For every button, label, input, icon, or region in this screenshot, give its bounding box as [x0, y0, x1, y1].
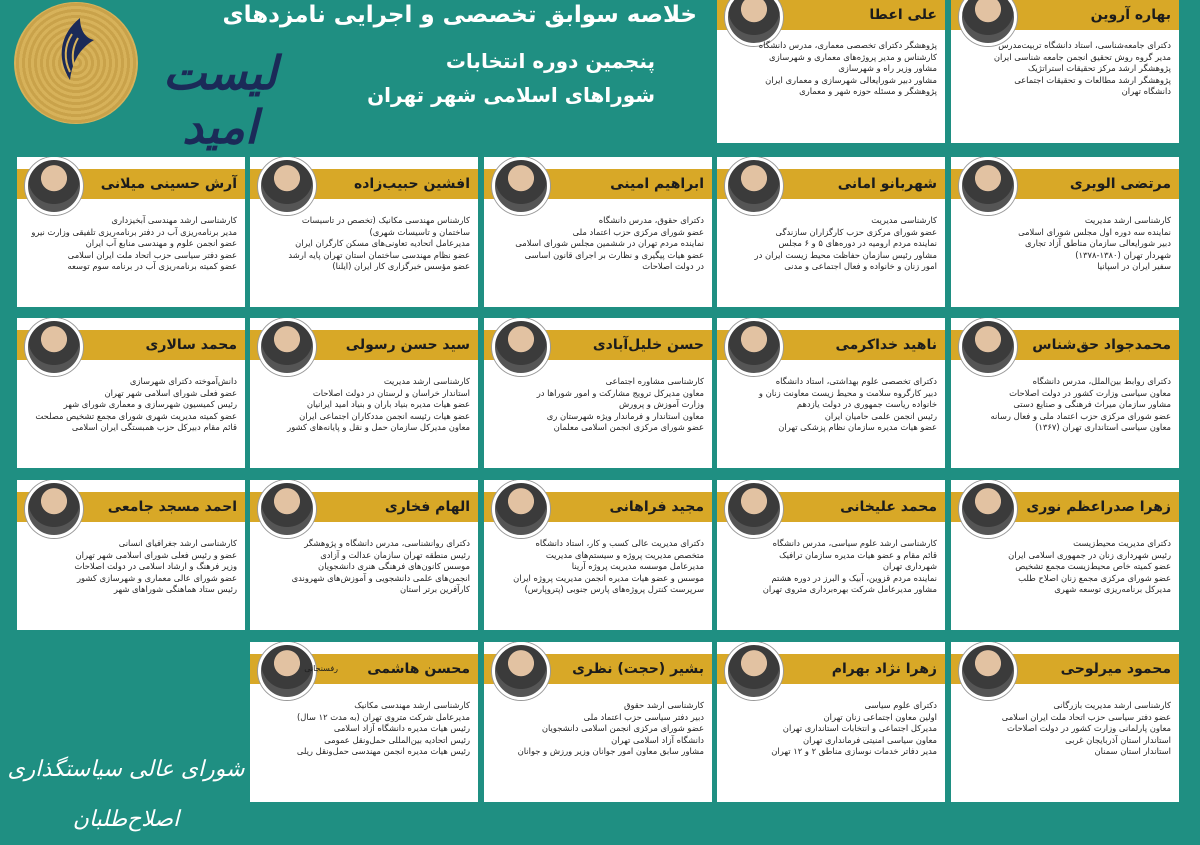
- candidate-bio: [725, 215, 937, 273]
- candidate-bio: [492, 538, 704, 596]
- candidate-name: محسن هاشمی: [367, 661, 470, 677]
- candidate-name: مرتضی الویری: [1069, 176, 1171, 192]
- candidate-photo: [725, 157, 783, 215]
- bio-line: اولین معاون اجتماعی زنان تهران: [823, 711, 937, 722]
- bio-line: عضو شورای مرکزی انجمن اسلامی دانشجویان: [541, 723, 704, 733]
- bio-line: سرپرست کنترل پروژه‌های پارس جنوبی (پتروپارس): [524, 584, 704, 594]
- candidate-name: محمدجواد حق‌شناس: [1032, 337, 1171, 353]
- candidate-name: محمد سالاری: [145, 337, 237, 353]
- candidate-name: ناهید خداکرمی: [835, 337, 937, 353]
- candidate-bio: [959, 700, 1171, 758]
- bio-line: مشاور مدیرعامل شرکت بهره‌برداری متروی تهران: [762, 584, 937, 594]
- bio-line: پژوهشگر ارشد مرکز تحقیقات استراتژیک: [1027, 63, 1171, 73]
- bio-line: عضو شورای مرکزی مجمع زنان اصلاح طلب: [1018, 572, 1171, 583]
- candidate-card: [17, 480, 245, 630]
- candidate-bio: [959, 376, 1171, 434]
- candidate-name: شهربانو امانی: [837, 176, 937, 192]
- bio-line: کارشناس مهندسی مکانیک (تخصص در تاسیسات: [301, 215, 470, 225]
- candidate-bio: [258, 538, 470, 596]
- bio-line: معاون سیاسی وزارت کشور در دولت اصلاحات: [1009, 387, 1171, 398]
- candidate-photo: [492, 157, 550, 215]
- bio-line: مشاور سازمان میراث فرهنگی و صنایع دستی: [1013, 399, 1171, 409]
- bio-line: شهردار تهران (۱۳۸۰-۱۳۷۸): [1075, 249, 1171, 260]
- candidate-card: [951, 0, 1179, 143]
- candidate-photo: [492, 480, 550, 538]
- bio-line: موسس و عضو هیات مدیره انجمن مدیریت پروژه ایران: [513, 572, 704, 583]
- bio-line: عضو شورای مرکزی حزب اعتماد ملی و فعال رسانه: [990, 410, 1171, 421]
- subtitle-line-1: پنجمین دوره انتخابات: [445, 49, 655, 73]
- bio-line: عضو هیات مدیره سازمان نظام پزشکی تهران: [778, 422, 937, 432]
- candidate-card: [484, 480, 712, 630]
- bio-line: مشاور سابق معاون امور جوانان وزیر ورزش و جوانان: [517, 746, 704, 756]
- bio-line: پژوهشگر و مسئله حوزه شهر و معماری: [799, 86, 937, 96]
- bio-line: دکترای مدیریت محیط‌زیست: [1073, 538, 1171, 548]
- candidate-photo: [25, 480, 83, 538]
- bio-line: عضو کمیته خاص محیط‌زیست مجمع تشخیص: [1015, 561, 1171, 571]
- bio-line: کارشناسی ارشد مهندسی مکانیک: [354, 700, 470, 710]
- bio-line: کارشناسی مدیریت: [871, 215, 937, 225]
- candidate-bio: [25, 215, 237, 273]
- page-title: خلاصه سوابق تخصصی و اجرایی نامزدهای: [222, 2, 697, 28]
- candidate-bio: [959, 215, 1171, 273]
- candidate-name: آرش حسینی میلانی: [100, 176, 237, 192]
- candidate-bio: [492, 376, 704, 434]
- bio-line: رئیس ستاد هماهنگی شوراهای شهر: [113, 584, 237, 594]
- bio-line: دکترای جامعه‌شناسی، استاد دانشگاه تربیت‌مدرس: [998, 40, 1171, 50]
- bio-line: مشاور رئیس سازمان حفاظت محیط زیست ایران در: [754, 249, 937, 260]
- bio-line: رئیس انجمن علمی حامیان ایران: [824, 410, 937, 421]
- bio-line: دبیر شورایعالی سازمان مناطق آزاد تجاری: [1024, 238, 1171, 248]
- candidate-photo: [959, 480, 1017, 538]
- bio-line: پژوهشگر ارشد مطالعات و تحقیقات اجتماعی: [1014, 74, 1171, 85]
- bio-line: معاون استاندار و فرماندار ویژه شهرستان ری: [546, 410, 704, 421]
- candidate-card: [250, 480, 478, 630]
- bio-line: عضو شورای مرکزی حزب اعتماد ملی: [572, 226, 704, 237]
- bio-line: مشاور وزیر راه و شهرسازی: [838, 63, 937, 73]
- bio-line: دکترای حقوق، مدرس دانشگاه: [598, 215, 704, 225]
- candidate-card: [250, 157, 478, 307]
- bio-line: استاندار استان آذربایجان غربی: [1065, 734, 1171, 745]
- bio-line: عضو کمیته مدیریت شهری شورای مجمع تشخیص مصلحت: [35, 410, 237, 421]
- candidate-photo: [959, 318, 1017, 376]
- candidate-name-note: رفسنجانی: [304, 664, 338, 673]
- candidate-bio: [725, 40, 937, 98]
- bio-line: وزارت آموزش و پرورش: [618, 399, 704, 409]
- candidate-name: محمد علیخانی: [840, 499, 937, 515]
- bio-line: عضو هیات رئیسه انجمن مددکاران اجتماعی ایران: [299, 410, 470, 421]
- bio-line: دبیر کارگروه سلامت و محیط زیست معاونت زنان و: [758, 387, 937, 398]
- bio-line: عضو و رئیس فعلی شورای اسلامی شهر تهران: [75, 549, 237, 560]
- bio-line: معاون مدیرکل ترویج مشارکت و امور شوراها در: [536, 387, 704, 398]
- bio-line: مدیرعامل اتحادیه تعاونی‌های مسکن کارگران ایران: [295, 238, 470, 248]
- bio-line: دکترای روانشناسی، مدرس دانشگاه و پژوهشگر: [304, 538, 470, 548]
- bio-line: عضو مؤسس خبرگزاری کار ایران (ایلنا): [332, 261, 470, 271]
- bio-line: کارشناسی ارشد مهندسی آبخیزداری: [111, 215, 237, 225]
- candidate-photo: [725, 480, 783, 538]
- bio-line: وزیر فرهنگ و ارشاد اسلامی در دولت اصلاحات: [74, 561, 237, 571]
- bio-line: مدیرکل اجتماعی و انتخابات استانداری تهران: [782, 723, 937, 733]
- candidate-name: مجید فراهانی: [609, 499, 704, 515]
- candidate-bio: [258, 376, 470, 434]
- bio-line: دکترای روابط بین‌الملل، مدرس دانشگاه: [1032, 376, 1171, 386]
- candidate-photo: [25, 318, 83, 376]
- header: [0, 0, 715, 155]
- bio-line: عضو دفتر سیاسی حزب اتحاد ملت ایران اسلامی: [1001, 711, 1171, 722]
- bio-line: عضو نظام مهندسی ساختمان استان تهران پایه ارشد: [288, 249, 470, 260]
- candidate-card: [717, 157, 945, 307]
- bio-line: رئیس هیات مدیره دانشگاه آزاد اسلامی: [333, 723, 470, 733]
- bio-line: دکترای علوم سیاسی: [864, 700, 937, 710]
- bio-line: کارشناسی ارشد حقوق: [623, 700, 704, 710]
- candidate-card: [17, 157, 245, 307]
- bio-line: قائم مقام دبیرکل حزب همبستگی ایران اسلامی: [71, 422, 237, 432]
- candidate-photo: [258, 318, 316, 376]
- candidate-bio: [25, 376, 237, 434]
- bio-line: عضو شورای مرکزی حزب کارگزاران سازندگی: [775, 226, 937, 237]
- candidate-name: محمود میرلوحی: [1060, 661, 1171, 677]
- bio-line: شهرداری تهران: [882, 561, 937, 571]
- candidate-card: [484, 157, 712, 307]
- bio-line: ساختمان و تاسیسات شهری): [369, 226, 470, 237]
- candidate-photo: [492, 642, 550, 700]
- bio-line: عضو هیات پیگیری و نظارت بر اجرای قانون اساسی: [524, 249, 704, 260]
- bio-line: دکترای مدیریت عالی کسب و کار، استاد دانشگاه: [535, 538, 704, 548]
- candidate-bio: [25, 538, 237, 596]
- candidate-photo: [959, 642, 1017, 700]
- feather-logo-icon: [50, 14, 100, 84]
- candidate-name: احمد مسجد جامعی: [107, 499, 237, 515]
- bio-line: قائم مقام و عضو هیات مدیره سازمان ترافیک: [779, 549, 937, 560]
- candidate-photo: [959, 157, 1017, 215]
- candidate-card: [717, 318, 945, 468]
- bio-line: مشاور دبیر شورایعالی شهرسازی و معماری ایران: [765, 74, 937, 85]
- bio-line: استاندار استان سمنان: [1094, 746, 1171, 756]
- bio-line: دانشگاه تهران: [1121, 86, 1171, 96]
- bio-line: دکترای تخصصی علوم بهداشتی، استاد دانشگاه: [775, 376, 937, 386]
- bio-line: خانواده ریاست جمهوری در دولت یازدهم: [796, 399, 937, 409]
- candidate-card: [250, 318, 478, 468]
- bio-line: مدیرعامل موسسه مدیریت پروژه آرینا: [571, 561, 704, 571]
- bio-line: عضو شورای عالی معماری و شهرسازی کشور: [77, 572, 237, 583]
- candidate-card: [717, 480, 945, 630]
- candidate-bio: [492, 700, 704, 758]
- page-subtitle: [255, 44, 655, 112]
- bio-line: کارشناسی مشاوره اجتماعی: [605, 376, 704, 386]
- bio-line: استاندار خراسان و لرستان در دولت اصلاحات: [312, 387, 470, 398]
- bio-line: کارشناسی ارشد مدیریت: [1084, 215, 1171, 225]
- bio-line: عضو انجمن علوم و مهندسی منابع آب ایران: [85, 238, 237, 248]
- candidate-photo: [725, 642, 783, 700]
- bio-line: کارشناس و مدیر پروژه‌های معماری و شهرسازی: [769, 51, 937, 62]
- bio-line: نماینده مردم تهران در ششمین مجلس شورای اسلامی: [515, 238, 704, 248]
- bio-line: مدیر برنامه‌ریزی آب در دفتر برنامه‌ریزی تلفیقی وزارت نیرو: [31, 226, 237, 237]
- bio-line: سفیر ایران در اسپانیا: [1097, 261, 1171, 271]
- bio-line: مدیرعامل شرکت متروی تهران (به مدت ۱۲ سال): [296, 711, 470, 722]
- bio-line: نماینده مردم ارومیه در دوره‌های ۵ و ۶ مجلس: [778, 238, 937, 248]
- bio-line: معاون سیاسی استانداری تهران (۱۳۶۷): [1035, 422, 1171, 432]
- bio-line: رئیس هیات مدیره انجمن مهندسی حمل‌ونقل ریلی: [296, 746, 470, 756]
- bio-line: معاون سیاسی امنیتی فرمانداری تهران: [803, 734, 937, 745]
- candidate-photo: [258, 157, 316, 215]
- bio-line: موسس کانون‌های فرهنگی هنری دانشجویان: [318, 561, 470, 571]
- bio-line: انجمن‌های علمی دانشجویی و آموزش‌های شهروندی: [291, 572, 470, 583]
- candidate-name: علی اعطا: [869, 7, 937, 23]
- bio-line: دبیر دفتر سیاسی حزب اعتماد ملی: [583, 711, 704, 722]
- candidate-card: [484, 318, 712, 468]
- candidate-photo: [725, 318, 783, 376]
- bio-line: رئیس کمیسیون شهرسازی و معماری شورای شهر: [63, 399, 237, 409]
- candidate-photo: [25, 157, 83, 215]
- candidate-card: [951, 642, 1179, 802]
- candidate-bio: [725, 538, 937, 596]
- bio-line: عضو دفتر سیاسی حزب اتحاد ملت ایران اسلامی: [67, 249, 237, 260]
- candidate-bio: [492, 215, 704, 273]
- bio-line: دانش‌آموخته دکترای شهرسازی: [129, 376, 237, 386]
- candidate-card: [17, 318, 245, 468]
- bio-line: متخصص مدیریت پروژه و سیستم‌های مدیریت: [545, 549, 704, 560]
- bio-line: کارشناسی ارشد مدیریت بازرگانی: [1053, 700, 1171, 710]
- candidate-card: [951, 480, 1179, 630]
- subtitle-line-2: شوراهای اسلامی شهر تهران: [367, 83, 655, 107]
- bio-line: عضو کمیته برنامه‌ریزی آب در برنامه سوم توسعه: [67, 261, 237, 271]
- bio-line: عضو هیات مدیره بنیاد باران و بنیاد امید ایرانیان: [306, 399, 470, 409]
- bio-line: کارشناسی ارشد علوم سیاسی، مدرس دانشگاه: [772, 538, 937, 548]
- bio-line: پژوهشگر دکترای تخصصی معماری، مدرس دانشگاه: [758, 40, 937, 50]
- bio-line: رئیس اتحادیه بین‌المللی حمل‌ونقل عمومی: [324, 734, 470, 745]
- bio-line: در دولت اصلاحات: [642, 261, 704, 271]
- candidate-card: [250, 642, 478, 802]
- candidate-photo: [258, 480, 316, 538]
- candidate-name: زهرا نژاد بهرام: [831, 661, 937, 677]
- candidate-name: بهاره آروین: [1090, 7, 1171, 23]
- bio-line: نماینده مردم قزوین، آبیک و البرز در دوره هشتم: [771, 572, 937, 583]
- candidate-name: الهام فخاری: [384, 499, 470, 515]
- candidate-name: ابراهیم امینی: [610, 176, 704, 192]
- candidate-bio: [725, 700, 937, 758]
- bio-line: نماینده سه دوره اول مجلس شورای اسلامی: [1018, 226, 1171, 237]
- logo-text: لیست امید: [162, 46, 278, 154]
- bio-line: کارشناسی ارشد جغرافیای انسانی: [118, 538, 237, 548]
- bio-line: مدیر گروه روش تحقیق انجمن جامعه شناسی ایران: [993, 51, 1171, 62]
- bio-line: رئیس شهرداری زنان در جمهوری اسلامی ایران: [1008, 549, 1171, 560]
- candidate-bio: [258, 215, 470, 273]
- bio-line: امور زنان و خانواده و فعال اجتماعی و مدنی: [784, 261, 937, 271]
- candidate-card: [717, 642, 945, 802]
- candidate-bio: [959, 538, 1171, 596]
- candidate-name: افشین حبیب‌زاده: [353, 176, 470, 192]
- bio-line: کارآفرین برتر استان: [399, 584, 470, 594]
- bio-line: عضو فعلی شورای اسلامی شهر تهران: [104, 387, 237, 398]
- bio-line: دانشگاه آزاد اسلامی تهران: [611, 734, 704, 745]
- candidate-name: سید حسن رسولی: [345, 337, 470, 353]
- candidate-bio: [725, 376, 937, 434]
- bio-line: مدیرکل برنامه‌ریزی توسعه شهری: [1054, 584, 1171, 594]
- candidate-name: بشیر (حجت) نظری: [572, 661, 704, 677]
- bio-line: عضو شورای مرکزی انجمن اسلامی معلمان: [553, 422, 704, 432]
- candidate-card: [484, 642, 712, 802]
- candidate-card: [951, 157, 1179, 307]
- candidate-name: زهرا صدراعظم نوری: [1026, 499, 1171, 515]
- candidate-card: [717, 0, 945, 143]
- candidate-card: [951, 318, 1179, 468]
- bio-line: معاون پارلمانی وزارت کشور در دولت اصلاحات: [1007, 723, 1171, 733]
- candidate-name: حسن خلیل‌آبادی: [592, 337, 704, 353]
- bio-line: کارشناسی ارشد مدیریت: [383, 376, 470, 386]
- candidate-photo: [492, 318, 550, 376]
- bio-line: معاون مدیرکل سازمان حمل و نقل و پایانه‌های کشور: [287, 422, 470, 432]
- bio-line: مدیر دفاتر خدمات نوسازی مناطق ۲ و ۱۲ تهران: [771, 746, 937, 756]
- candidate-bio: [258, 700, 470, 758]
- bio-line: رئیس منطقه تهران سازمان عدالت و آزادی: [320, 549, 470, 560]
- footer-signature: شورای عالی سیاستگذاری اصلاح‌طلبان: [7, 757, 245, 832]
- candidate-bio: [959, 40, 1171, 98]
